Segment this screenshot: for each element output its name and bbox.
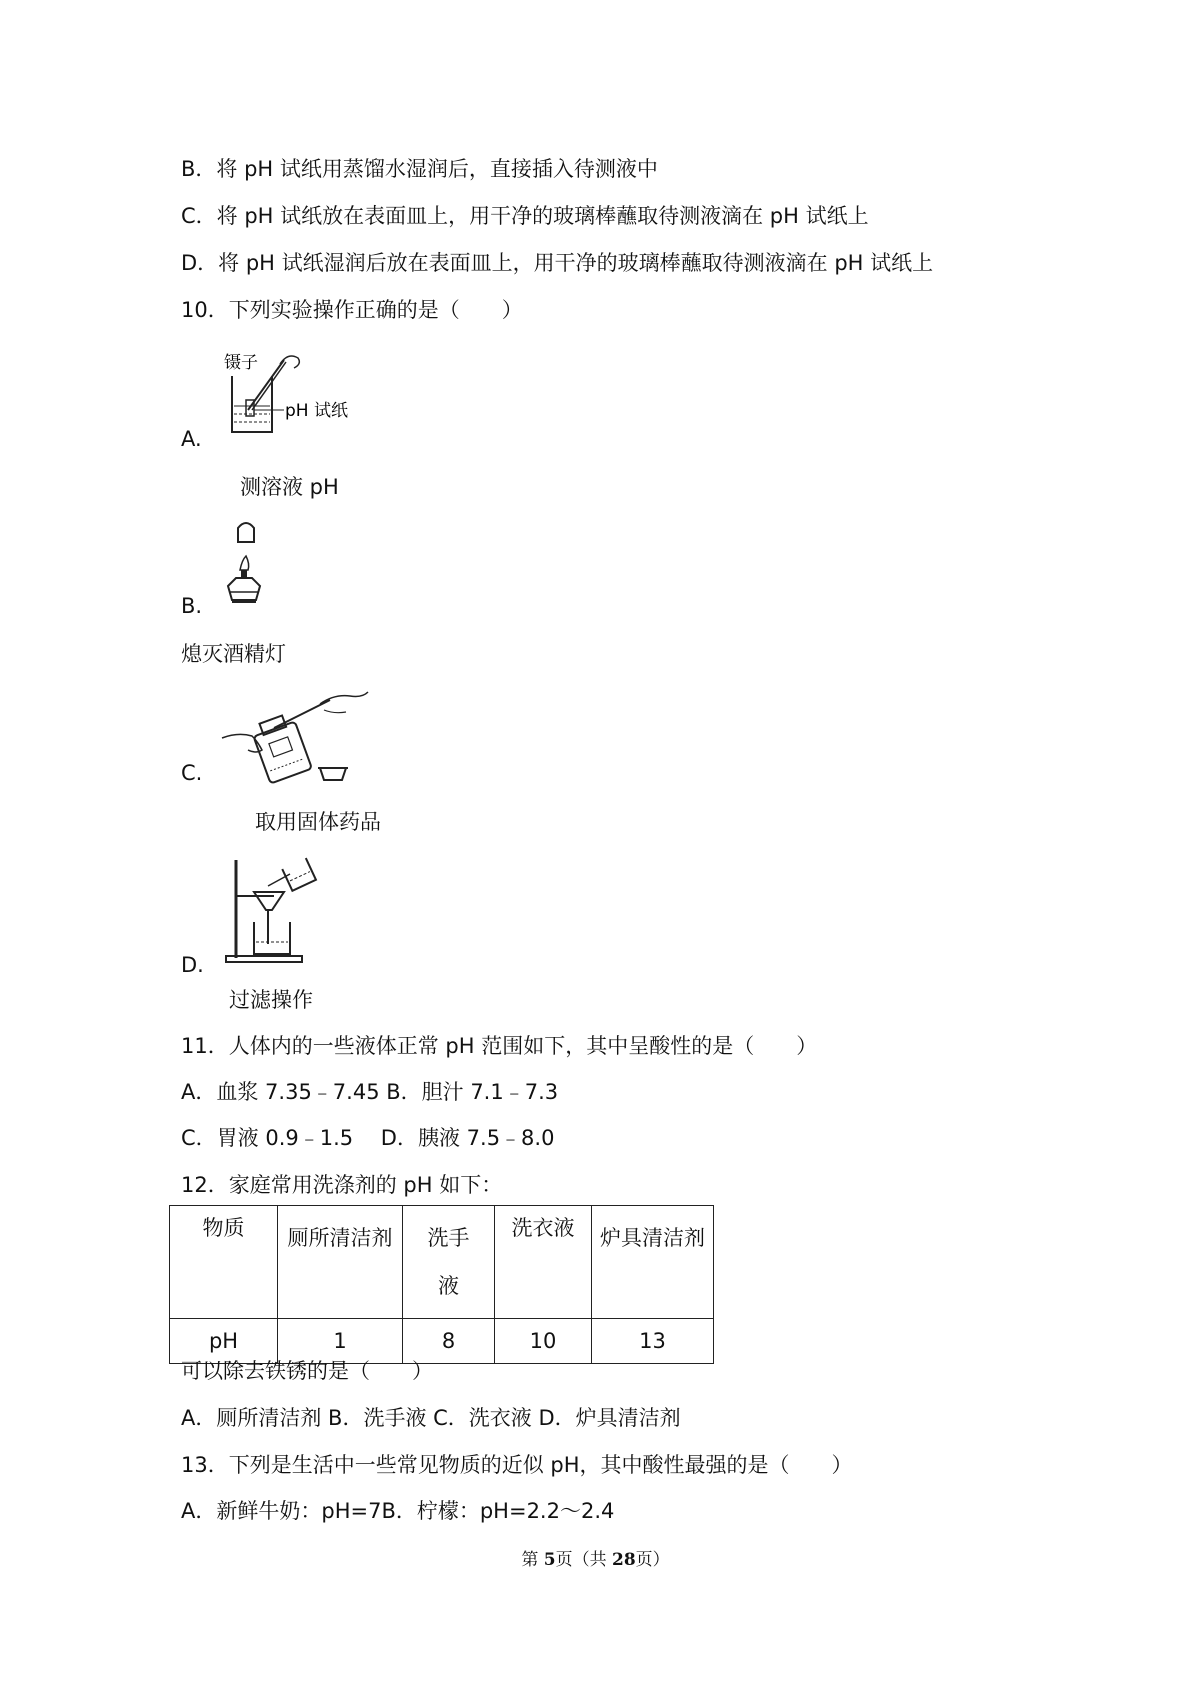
q12-question: 可以除去铁锈的是（ ） xyxy=(181,1359,433,1383)
q12-stem: 12．家庭常用洗涤剂的 pH 如下： xyxy=(181,1173,503,1197)
q9-option-c: C．将 pH 试纸放在表面皿上，用干净的玻璃棒蘸取待测液滴在 pH 试纸上 xyxy=(181,204,869,228)
q11-options-row-2: C．胃液 0.9﹣1.5 D．胰液 7.5﹣8.0 xyxy=(181,1126,555,1150)
figure-ph-test xyxy=(224,348,354,438)
q10-option-a-label: A. xyxy=(181,427,202,451)
figure-filtration xyxy=(224,856,324,966)
q11-stem: 11．人体内的一些液体正常 pH 范围如下，其中呈酸性的是（ ） xyxy=(181,1034,818,1058)
q10-option-b-label: B. xyxy=(181,594,203,618)
table-cell: 13 xyxy=(592,1319,714,1364)
ph-paper-label: pH 试纸 xyxy=(285,401,348,421)
tweezers-label: 镊子 xyxy=(224,353,258,373)
q10-option-d-label: D. xyxy=(181,953,204,977)
table-cell: 1 xyxy=(278,1319,403,1364)
table-header-row xyxy=(170,1206,714,1319)
q10-option-a-caption: 测溶液 pH xyxy=(240,475,339,499)
page-number: 5 xyxy=(543,1550,556,1570)
table-header-cell: 洗衣液 xyxy=(495,1206,592,1319)
q10-stem: 10．下列实验操作正确的是（ ） xyxy=(181,298,523,322)
q10-option-c-caption: 取用固体药品 xyxy=(255,810,381,834)
q9-option-b: B．将 pH 试纸用蒸馏水湿润后，直接插入待测液中 xyxy=(181,157,658,181)
table-cell: pH xyxy=(170,1319,278,1364)
ph-table xyxy=(169,1205,714,1364)
q10-option-b-caption: 熄灭酒精灯 xyxy=(181,642,286,666)
figure-alcohol-lamp xyxy=(216,520,272,606)
q10-option-c-label: C. xyxy=(181,761,203,785)
table-header-cell: 炉具清洁剂 xyxy=(592,1206,714,1319)
table-header-cell: 洗手液 xyxy=(403,1206,495,1319)
q13-options: A．新鲜牛奶：pH=7B．柠檬：pH=2.2～2.4 xyxy=(181,1499,615,1523)
table-cell: 8 xyxy=(403,1319,495,1364)
q11-options-row-1: A．血浆 7.35﹣7.45 B．胆汁 7.1﹣7.3 xyxy=(181,1080,559,1104)
page-footer: 第 5页（共 28页） xyxy=(521,1550,670,1570)
table-cell: 10 xyxy=(495,1319,592,1364)
q13-stem: 13．下列是生活中一些常见物质的近似 pH，其中酸性最强的是（ ） xyxy=(181,1453,853,1477)
q12-options: A．厕所清洁剂 B．洗手液 C．洗衣液 D．炉具清洁剂 xyxy=(181,1406,681,1430)
q9-option-d: D．将 pH 试纸湿润后放在表面皿上，用干净的玻璃棒蘸取待测液滴在 pH 试纸上 xyxy=(181,251,934,275)
q10-option-d-caption: 过滤操作 xyxy=(229,988,313,1012)
figure-solid-reagent xyxy=(220,690,370,785)
table-header-cell: 厕所清洁剂 xyxy=(278,1206,403,1319)
total-pages: 28 xyxy=(611,1550,636,1570)
table-header-cell: 物质 xyxy=(170,1206,278,1319)
